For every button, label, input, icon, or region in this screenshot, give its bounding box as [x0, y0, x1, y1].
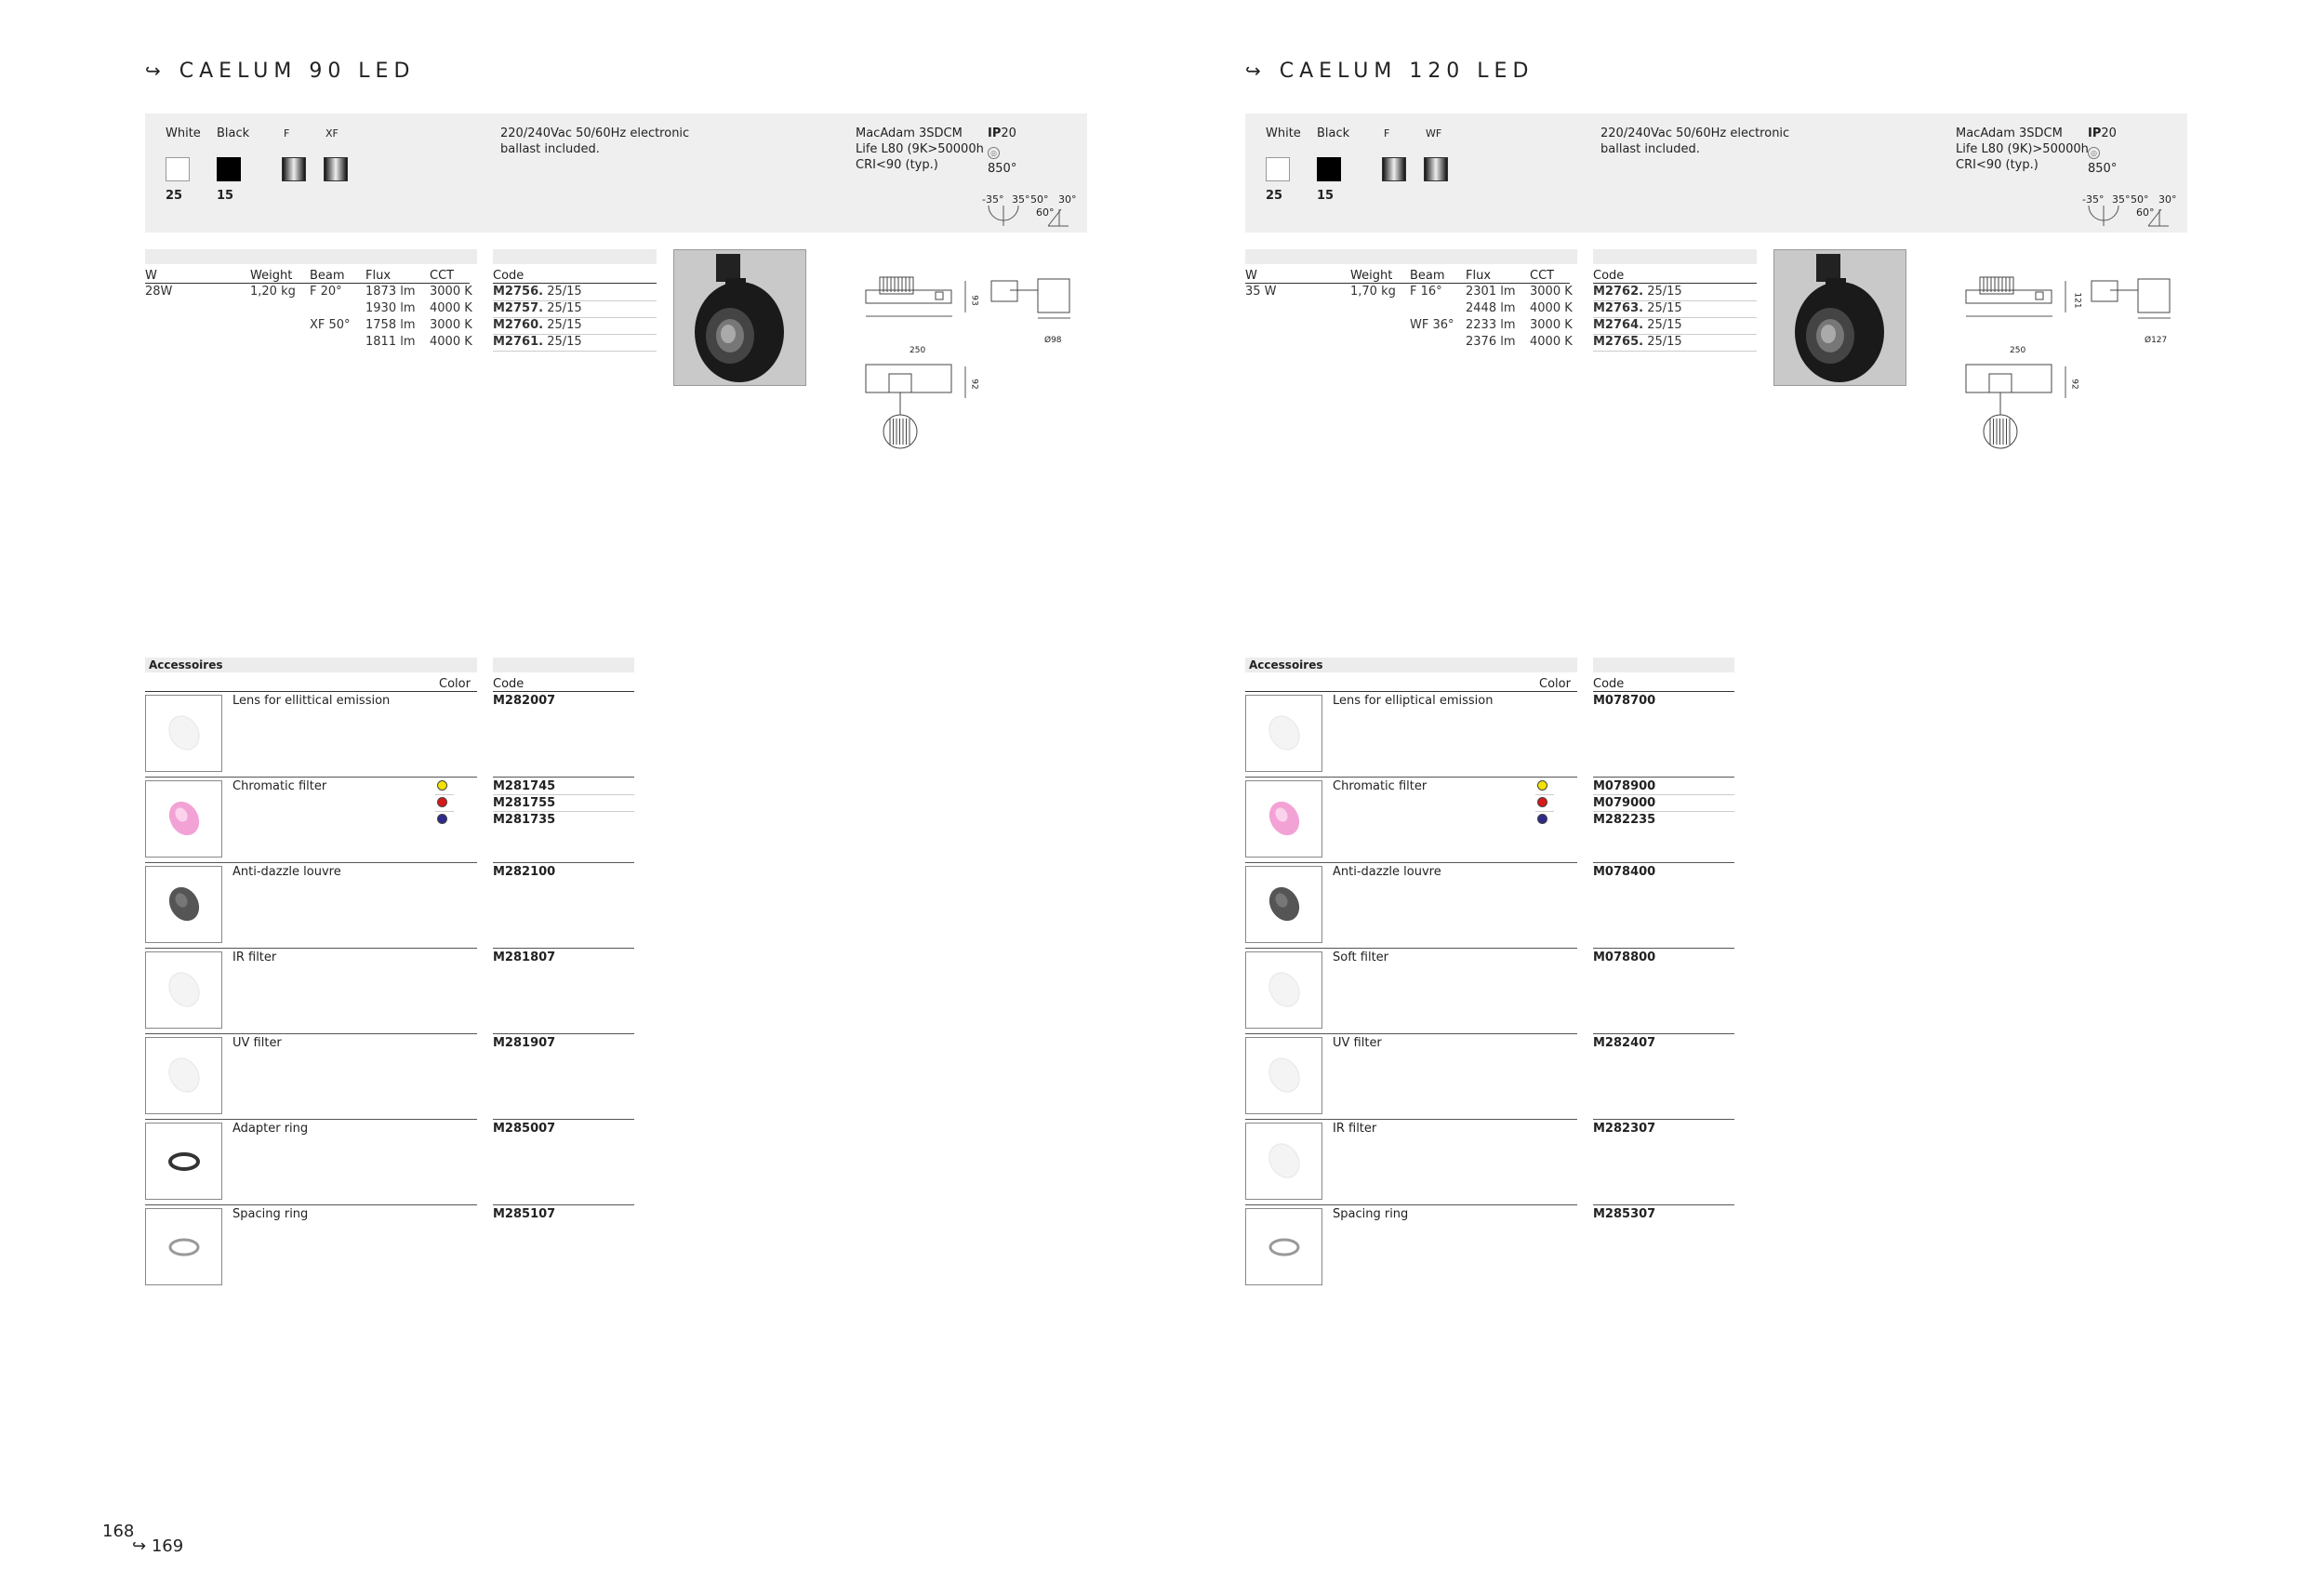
spotlight-image — [674, 250, 807, 387]
ip-rating — [2088, 126, 2117, 141]
product-code[interactable] — [1593, 318, 1682, 332]
cell-flux: 2301 lm — [1466, 285, 1516, 299]
arrow-icon: ↪ — [132, 1536, 147, 1556]
ip-value: 20 — [1001, 126, 1016, 140]
cell-flux: 1930 lm — [365, 301, 416, 315]
accessory-name: Anti-dazzle louvre — [232, 865, 341, 879]
accessory-name: IR filter — [232, 951, 277, 964]
accessory-separator — [1245, 1119, 1577, 1120]
ip-label: IP — [2088, 126, 2102, 140]
cell-flux: 1873 lm — [365, 285, 416, 299]
code-rule — [1593, 811, 1734, 812]
accessory-code-separator — [493, 862, 634, 863]
arrow-icon: ↪ — [1245, 60, 1261, 82]
accessory-name: Lens for ellittical emission — [232, 694, 391, 708]
accessory-code[interactable]: M281745 — [493, 779, 556, 793]
cell-flux: 2233 lm — [1466, 318, 1516, 332]
angle-label: 60° — [2136, 206, 2155, 219]
angle-label: 30° — [1058, 193, 1077, 206]
dimension-diameter: Ø98 — [1044, 336, 1062, 345]
spec-line: MacAdam 3SDCM — [1956, 126, 2063, 140]
accessory-code[interactable]: M281807 — [493, 951, 556, 964]
accessory-separator — [145, 1033, 477, 1034]
cell-cct: 3000 K — [1530, 318, 1573, 332]
accessory-separator — [145, 862, 477, 863]
cell-cct: 4000 K — [430, 301, 472, 315]
spec-line: Life L80 (9K>50000h — [856, 142, 984, 156]
accessories-color-header: Color — [439, 677, 471, 691]
cell-w: 28W — [145, 285, 173, 299]
ip-rating — [988, 126, 1016, 141]
column-header-beam: Beam — [1410, 269, 1445, 283]
color-rule — [1535, 811, 1554, 812]
page-number-left: 168 — [102, 1522, 135, 1541]
accessory-name: Spacing ring — [1333, 1207, 1409, 1221]
code-value: M2764. — [1593, 318, 1644, 332]
rotation-text: 850° — [988, 162, 1017, 176]
finish-label: Black — [1317, 126, 1350, 140]
accessory-code[interactable]: M285107 — [493, 1207, 556, 1221]
accessory-code[interactable]: M078400 — [1593, 865, 1656, 879]
power-text: 220/240Vac 50/60Hz electronic — [500, 126, 690, 140]
cell-beam: F 16° — [1410, 285, 1442, 299]
accessory-separator — [1245, 862, 1577, 863]
code-suffix: 25/15 — [547, 318, 582, 332]
accessories-color-header: Color — [1539, 677, 1571, 691]
code-suffix: 25/15 — [547, 285, 582, 299]
dimension-height-2: 92 — [2069, 379, 2079, 390]
product-photo — [673, 249, 806, 386]
cell-flux: 2376 lm — [1466, 335, 1516, 349]
code-value: M2760. — [493, 318, 544, 332]
product-section-right — [1245, 0, 2194, 1488]
accessory-name: Chromatic filter — [232, 779, 327, 793]
accessory-code-separator — [1593, 1119, 1734, 1120]
product-title-text: CAELUM 90 LED — [179, 60, 416, 83]
product-code[interactable] — [1593, 285, 1682, 299]
accessory-code[interactable]: M282235 — [1593, 813, 1656, 827]
code-header-rule — [493, 283, 657, 284]
chromatic-filter-icon — [145, 780, 222, 858]
column-header-flux: Flux — [365, 269, 392, 283]
accessory-code-separator — [1593, 862, 1734, 863]
code-rule — [493, 794, 634, 795]
adapter-ring-icon — [145, 1123, 222, 1200]
lens-icon — [145, 695, 222, 772]
finish-code: 15 — [1317, 189, 1335, 203]
cell-cct: 3000 K — [430, 318, 472, 332]
column-header-cct: CCT — [1530, 269, 1555, 283]
accessory-code-separator — [493, 948, 634, 949]
product-title-text: CAELUM 120 LED — [1279, 60, 1534, 83]
cell-cct: 4000 K — [430, 335, 472, 349]
spacing-ring-icon — [145, 1208, 222, 1285]
column-header-weight: Weight — [250, 269, 293, 283]
angle-label: -35° — [982, 193, 1004, 206]
angle-label: 60° — [1036, 206, 1055, 219]
header-rule — [1245, 283, 1570, 284]
accessory-separator — [145, 1119, 477, 1120]
accessory-code[interactable]: M281755 — [493, 796, 556, 810]
spotlight-image — [1774, 250, 1907, 387]
finish-label: White — [1266, 126, 1301, 140]
code-suffix: 25/15 — [547, 335, 582, 349]
accessory-code-separator — [1593, 1204, 1734, 1205]
accessory-separator — [145, 948, 477, 949]
finish-code: 25 — [1266, 189, 1283, 203]
uv-filter-icon — [145, 1037, 222, 1114]
accessory-code-separator — [1593, 777, 1734, 778]
ir-filter-icon — [145, 951, 222, 1029]
accessory-name: Spacing ring — [232, 1207, 309, 1221]
cell-w: 35 W — [1245, 285, 1277, 299]
column-header-w: W — [145, 269, 157, 283]
accessory-code[interactable]: M078800 — [1593, 951, 1656, 964]
angle-label: -35° — [2082, 193, 2105, 206]
color-rule — [435, 794, 454, 795]
accessory-code[interactable]: M281907 — [493, 1036, 556, 1050]
page-number-right: 169 — [151, 1536, 184, 1556]
code-suffix: 25/15 — [1647, 335, 1682, 349]
accessory-code[interactable]: M078900 — [1593, 779, 1656, 793]
rotation-text: 850° — [2088, 162, 2118, 176]
accessory-code[interactable]: M078700 — [1593, 694, 1656, 708]
accessory-separator — [1245, 1204, 1577, 1205]
column-header-beam: Beam — [310, 269, 345, 283]
accessory-name: Chromatic filter — [1333, 779, 1428, 793]
code-suffix: 25/15 — [547, 301, 582, 315]
column-header-weight: Weight — [1350, 269, 1393, 283]
class-symbol-icon: ◎ — [2088, 147, 2100, 159]
dimension-height: 121 — [2072, 292, 2082, 309]
cell-cct: 4000 K — [1530, 335, 1573, 349]
accessories-code-rule — [1593, 691, 1734, 692]
power-text: ballast included. — [1600, 142, 1700, 156]
spec-panel — [145, 113, 1087, 233]
accessory-code-separator — [493, 1119, 634, 1120]
dimension-length: 250 — [2010, 346, 2026, 355]
spec-panel — [1245, 113, 2187, 233]
finish-label: WF — [1426, 127, 1442, 140]
row-rule — [493, 351, 657, 352]
cell-weight: 1,70 kg — [1350, 285, 1396, 299]
code-rule — [493, 811, 634, 812]
header-rule — [145, 283, 470, 284]
accessory-code[interactable]: M282100 — [493, 865, 556, 879]
cell-flux: 2448 lm — [1466, 301, 1516, 315]
accessory-name: UV filter — [1333, 1036, 1382, 1050]
cell-beam: XF 50° — [310, 318, 351, 332]
accessory-separator — [145, 777, 477, 778]
product-title — [1245, 60, 1534, 83]
power-text: ballast included. — [500, 142, 600, 156]
dimension-height-2: 92 — [969, 379, 979, 390]
column-header-code: Code — [493, 269, 525, 283]
table-header-band — [145, 249, 477, 264]
accessories-code-band — [1593, 658, 1734, 672]
product-code[interactable] — [493, 301, 582, 315]
finish-label: XF — [325, 127, 339, 140]
cell-beam: F 20° — [310, 285, 342, 299]
accessory-code[interactable]: M285007 — [493, 1122, 556, 1136]
accessory-name: Adapter ring — [232, 1122, 309, 1136]
color-dot — [437, 780, 447, 791]
dimension-height: 93 — [969, 295, 979, 306]
code-value: M2757. — [493, 301, 544, 315]
accessory-separator — [1245, 948, 1577, 949]
louvre-icon — [145, 866, 222, 943]
dimension-diameter: Ø127 — [2145, 336, 2168, 345]
product-title — [145, 60, 415, 83]
lens-icon — [1245, 695, 1322, 772]
product-code[interactable] — [493, 285, 582, 299]
accessory-name: Lens for elliptical emission — [1333, 694, 1494, 708]
xf-beam-swatch — [324, 157, 348, 181]
accessories-code-rule — [493, 691, 634, 692]
column-header-flux: Flux — [1466, 269, 1492, 283]
product-code[interactable] — [1593, 335, 1682, 349]
accessories-code-header: Code — [493, 677, 525, 691]
louvre-icon — [1245, 866, 1322, 943]
code-suffix: 25/15 — [1647, 285, 1682, 299]
page-number-right-group — [132, 1536, 183, 1556]
accessory-code-separator — [493, 777, 634, 778]
code-value: M2756. — [493, 285, 544, 299]
class-symbol-icon: ◎ — [988, 147, 1000, 159]
tilt-angle-icon — [987, 204, 1070, 228]
color-dot — [1537, 780, 1547, 791]
color-rule — [435, 811, 454, 812]
accessories-rule — [145, 691, 477, 692]
code-value: M2761. — [493, 335, 544, 349]
accessory-separator — [145, 1204, 477, 1205]
power-text: 220/240Vac 50/60Hz electronic — [1600, 126, 1790, 140]
cell-cct: 4000 K — [1530, 301, 1573, 315]
code-value: M2762. — [1593, 285, 1644, 299]
spec-line: CRI<90 (typ.) — [856, 158, 938, 172]
accessory-code-separator — [1593, 948, 1734, 949]
color-dot — [1537, 814, 1547, 824]
color-dot — [1537, 797, 1547, 807]
accessory-code[interactable]: M281735 — [493, 813, 556, 827]
accessories-code-header: Code — [1593, 677, 1625, 691]
accessories-rule — [1245, 691, 1577, 692]
dimension-length: 250 — [910, 346, 926, 355]
finish-label: White — [166, 126, 201, 140]
finish-label: F — [284, 127, 290, 140]
product-photo — [1773, 249, 1906, 386]
ip-label: IP — [988, 126, 1002, 140]
ir-filter-icon — [1245, 1123, 1322, 1200]
angle-label: 30° — [2158, 193, 2177, 206]
product-section-left — [145, 0, 1094, 1488]
code-header-band — [1593, 249, 1757, 264]
accessory-code[interactable]: M282407 — [1593, 1036, 1656, 1050]
accessory-name: Soft filter — [1333, 951, 1389, 964]
finish-code: 25 — [166, 189, 183, 203]
column-header-cct: CCT — [430, 269, 455, 283]
uv-filter-icon — [1245, 1037, 1322, 1114]
angle-label: 35° — [1012, 193, 1030, 206]
finish-label: Black — [217, 126, 250, 140]
f-beam-swatch — [282, 157, 306, 181]
accessory-code[interactable]: M282007 — [493, 694, 556, 708]
angle-label: 50° — [1030, 193, 1049, 206]
spec-line: CRI<90 (typ.) — [1956, 158, 2038, 172]
accessories-title: Accessoires — [1249, 658, 1323, 671]
white-swatch — [1266, 157, 1290, 181]
accessories-title: Accessoires — [149, 658, 223, 671]
angle-label: 35° — [2112, 193, 2131, 206]
product-code[interactable] — [493, 335, 582, 349]
chromatic-filter-icon — [1245, 780, 1322, 858]
cell-flux: 1758 lm — [365, 318, 416, 332]
cell-flux: 1811 lm — [365, 335, 416, 349]
cell-cct: 3000 K — [1530, 285, 1573, 299]
cell-weight: 1,20 kg — [250, 285, 296, 299]
accessory-code[interactable]: M282307 — [1593, 1122, 1656, 1136]
accessory-code[interactable]: M285307 — [1593, 1207, 1656, 1221]
accessory-name: Anti-dazzle louvre — [1333, 865, 1441, 879]
finish-code: 15 — [217, 189, 234, 203]
cell-beam: WF 36° — [1410, 318, 1454, 332]
ip-value: 20 — [2101, 126, 2117, 140]
spec-line: MacAdam 3SDCM — [856, 126, 963, 140]
code-value: M2765. — [1593, 335, 1644, 349]
accessory-code-separator — [493, 1033, 634, 1034]
cell-cct: 3000 K — [430, 285, 472, 299]
column-header-w: W — [1245, 269, 1257, 283]
code-header-band — [493, 249, 657, 264]
black-swatch — [1317, 157, 1341, 181]
color-dot — [437, 814, 447, 824]
code-suffix: 25/15 — [1647, 301, 1682, 315]
row-rule — [1593, 351, 1757, 352]
accessory-separator — [1245, 1033, 1577, 1034]
accessory-name: IR filter — [1333, 1122, 1377, 1136]
table-header-band — [1245, 249, 1577, 264]
tilt-angle-icon — [2087, 204, 2171, 228]
f-beam-swatch — [1382, 157, 1406, 181]
accessory-code-separator — [1593, 1033, 1734, 1034]
product-code[interactable] — [493, 318, 582, 332]
soft-filter-icon — [1245, 951, 1322, 1029]
color-rule — [1535, 794, 1554, 795]
accessory-code-separator — [493, 1204, 634, 1205]
white-swatch — [166, 157, 190, 181]
accessories-code-band — [493, 658, 634, 672]
code-rule — [1593, 794, 1734, 795]
product-code[interactable] — [1593, 301, 1682, 315]
wf-beam-swatch — [1424, 157, 1448, 181]
code-suffix: 25/15 — [1647, 318, 1682, 332]
spec-line: Life L80 (9K)>50000h — [1956, 142, 2089, 156]
black-swatch — [217, 157, 241, 181]
column-header-code: Code — [1593, 269, 1625, 283]
accessory-name: UV filter — [232, 1036, 282, 1050]
angle-label: 50° — [2131, 193, 2149, 206]
code-header-rule — [1593, 283, 1757, 284]
accessory-separator — [1245, 777, 1577, 778]
arrow-icon: ↪ — [145, 60, 161, 82]
color-dot — [437, 797, 447, 807]
accessory-code[interactable]: M079000 — [1593, 796, 1656, 810]
code-value: M2763. — [1593, 301, 1644, 315]
finish-label: F — [1384, 127, 1390, 140]
spacing-ring-icon — [1245, 1208, 1322, 1285]
